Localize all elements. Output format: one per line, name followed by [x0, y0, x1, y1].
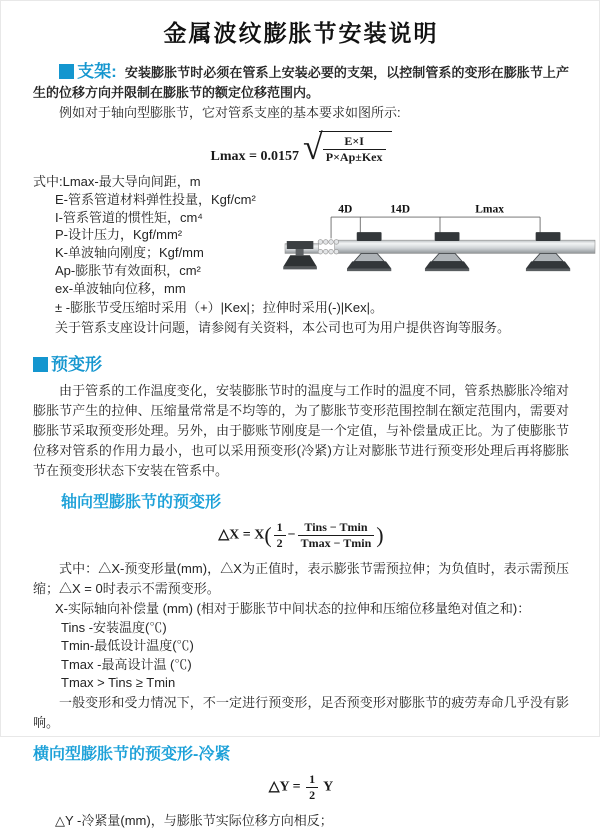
axial-formula-explain: 式中：△X-预变形量(mm)，△X为正值时，表示膨张节需预拉伸；为负值时，表示需预压缩；△X = 0时表示不需预变形。	[33, 560, 569, 596]
sqrt-vinculum	[319, 131, 392, 165]
dim-label-14d: 14D	[390, 203, 411, 216]
lmax-formula	[33, 126, 569, 167]
diagram-container	[285, 173, 595, 298]
minus-sign: −	[287, 527, 296, 543]
blue-square-icon	[59, 64, 74, 79]
consult-note: 关于管系支座设计问题，请参阅有关资料，本公司也可为用户提供咨询等服务。	[55, 319, 511, 335]
axial-predeform-heading: 轴向型膨胀节的预变形	[61, 493, 222, 511]
temp-definition-item: Tins -安装温度(℃)	[61, 619, 167, 635]
support-section-header: 支架:	[77, 62, 117, 81]
symbol-definitions-list	[33, 173, 285, 298]
temperature-definitions-list	[33, 619, 569, 693]
temperature-fraction	[298, 520, 375, 551]
definition-item: ex-单波轴向位移，mm	[55, 280, 186, 296]
temp-definition-item: Tmin-最低设计温度(℃)	[61, 638, 194, 654]
support-example-line: 例如对于轴向型膨胀节，它对管系支座的基本要求如图所示:	[59, 105, 401, 120]
lateral-predeform-heading: 横向型膨胀节的预变形-冷紧	[33, 745, 231, 763]
radical-sign-icon: √	[302, 126, 323, 167]
definition-item: P-设计压力，Kgf/mm²	[55, 227, 183, 243]
temp-definition-item: Tmax -最高设计温 (℃)	[61, 656, 192, 672]
half-numerator: 1	[276, 519, 283, 534]
lateral-formula-lhs: △Y =	[268, 779, 301, 795]
dimension-labels	[338, 204, 504, 216]
blue-square-icon	[33, 357, 48, 372]
definition-item: 式中:Lmax-最大导向间距，m	[33, 174, 201, 189]
definition-item: E-管系管道材料弹性投量，Kgf/cm²	[55, 191, 256, 207]
dim-label-lmax: Lmax	[475, 203, 504, 216]
predeform-header-text: 预变形	[51, 354, 102, 374]
lmax-formula-lhs: Lmax = 0.0157	[210, 148, 299, 164]
definition-item: Ap-膨胀节有效面积，cm²	[55, 262, 201, 278]
axial-note: 一般变形和受力情况下，不一定进行预变形，足否预变形对膨胀节的疲劳寿命几乎没有影响。	[33, 694, 569, 730]
lateral-formula	[33, 772, 569, 803]
lmax-fraction	[323, 134, 386, 165]
x-definition: X-实际轴向补偿量 (mm) (相对于膨胀节中间状态的拉伸和压缩位移量绝对值之和)：	[55, 600, 531, 616]
close-paren: )	[376, 522, 384, 548]
lmax-fraction-denominator: P×Ap±Kex	[323, 149, 386, 165]
support-intro-text: 安装膨胀节时必须在管系上安装必要的支架，以控制管系的变形在膨胀节上产生的位移方向并限制在膨胀节的额定位移范围内。	[33, 65, 569, 100]
temp-numerator: Tins − Tmin	[304, 519, 368, 534]
definition-item: I-管系管道的惯性矩，cm⁴	[55, 209, 203, 225]
pipe-support-diagram	[285, 201, 595, 297]
axial-formula	[33, 520, 569, 551]
predeform-paragraph: 由于管系的工作温度变化，安装膨胀节时的温度与工作时的温度不同，管系热膨胀冷缩对膨胀节产生的拉伸、压缩量常常是不均等的，为了膨胀节变形范围控制在额定范围内，需要对膨胀节采取预变形处理。另外，由于膨账节刚度是一个定值，与补偿量成正比。为了使膨胀节位移对管系的作用力最小，也可以采用预变形(冷紧)方让对膨胀节进行预变形处理后再将膨胀节在预变形状态下安装在管系中。	[33, 382, 569, 478]
open-paren: (	[264, 522, 272, 548]
one-half-fraction	[274, 520, 286, 551]
fixed-anchor-support	[283, 241, 317, 269]
definitions-and-diagram-row	[33, 173, 569, 298]
one-half-fraction	[306, 772, 318, 803]
plus-minus-note: ± -膨胀节受压缩时采用（+）|Kex|；拉伸时采用(-)|Kex|。	[55, 299, 383, 315]
half-denominator: 2	[274, 535, 286, 551]
axial-formula-lhs: △X = X	[218, 527, 265, 543]
definition-item: K-单波轴向刚度；Kgf/mm	[55, 245, 204, 261]
sqrt-radical	[302, 126, 392, 167]
lmax-fraction-numerator: E×I	[344, 134, 364, 148]
support-intro-paragraph	[33, 62, 569, 103]
dim-label-4d: 4D	[338, 203, 353, 216]
page-title: 金属波纹膨胀节安装说明	[163, 20, 439, 46]
temp-denominator: Tmax − Tmin	[298, 535, 375, 551]
y-definition: △Y -冷紧量(mm)，与膨胀节实际位移方向相反；	[55, 812, 333, 828]
temp-definition-item: Tmax > Tins ≥ Tmin	[61, 675, 176, 691]
predeform-section-header	[33, 350, 569, 375]
half-denominator: 2	[306, 787, 318, 803]
lateral-formula-rhs: Y	[323, 779, 334, 795]
half-numerator: 1	[309, 771, 316, 786]
